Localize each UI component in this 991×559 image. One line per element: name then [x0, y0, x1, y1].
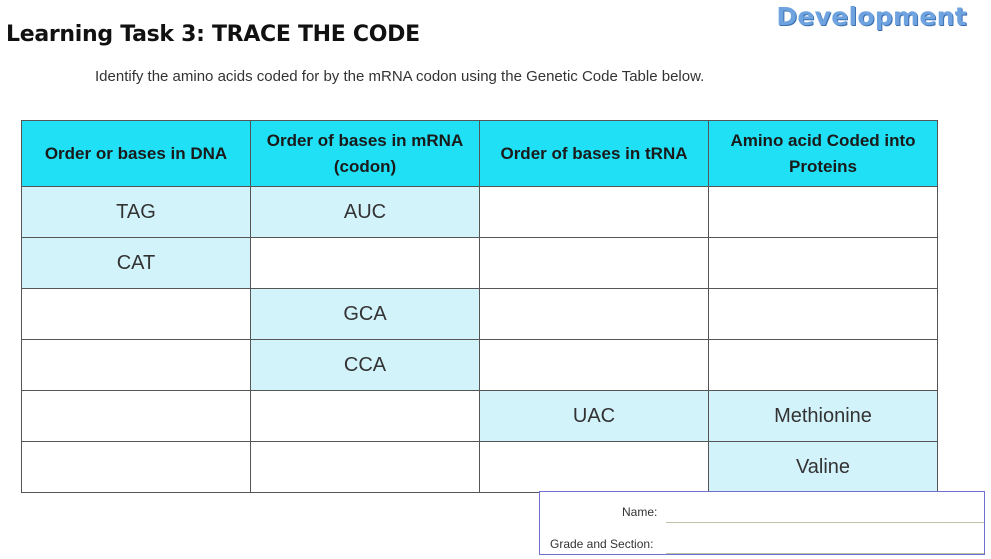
table-row — [22, 391, 938, 442]
table-row — [22, 187, 938, 238]
brand-logo-text: Development — [776, 2, 967, 31]
cell-dna[interactable] — [22, 289, 251, 340]
cell-dna[interactable] — [22, 340, 251, 391]
cell-amino-acid[interactable] — [709, 340, 938, 391]
header-amino-acid: Amino acid Coded into Proteins — [709, 121, 938, 187]
cell-trna[interactable] — [480, 340, 709, 391]
cell-amino-acid[interactable] — [709, 238, 938, 289]
page-title: Learning Task 3: TRACE THE CODE — [6, 22, 420, 47]
cell-amino-acid: Valine — [709, 442, 938, 493]
grade-section-input-line[interactable] — [666, 553, 984, 554]
student-info-box — [539, 491, 985, 555]
cell-amino-acid[interactable] — [709, 289, 938, 340]
cell-trna[interactable] — [480, 442, 709, 493]
cell-trna[interactable] — [480, 238, 709, 289]
cell-mrna[interactable] — [251, 238, 480, 289]
grade-section-label: Grade and Section: — [550, 537, 654, 551]
table-row — [22, 289, 938, 340]
cell-dna: TAG — [22, 187, 251, 238]
cell-trna: UAC — [480, 391, 709, 442]
instructions-text: Identify the amino acids coded for by the mRNA codon using the Genetic Code Table below. — [95, 68, 705, 85]
cell-amino-acid[interactable] — [709, 187, 938, 238]
name-label: Name: — [622, 505, 658, 519]
cell-trna[interactable] — [480, 289, 709, 340]
table-row — [22, 442, 938, 493]
cell-dna[interactable] — [22, 391, 251, 442]
header-mrna: Order of bases in mRNA (codon) — [251, 121, 480, 187]
table-row — [22, 340, 938, 391]
cell-mrna: CCA — [251, 340, 480, 391]
table-row — [22, 238, 938, 289]
cell-dna: CAT — [22, 238, 251, 289]
cell-amino-acid: Methionine — [709, 391, 938, 442]
cell-mrna: AUC — [251, 187, 480, 238]
cell-mrna: GCA — [251, 289, 480, 340]
header-trna: Order of bases in tRNA — [480, 121, 709, 187]
cell-mrna[interactable] — [251, 442, 480, 493]
table-header-row — [22, 121, 938, 187]
cell-dna[interactable] — [22, 442, 251, 493]
name-input-line[interactable] — [666, 522, 984, 523]
genetic-code-table — [21, 120, 938, 493]
header-dna: Order or bases in DNA — [22, 121, 251, 187]
cell-mrna[interactable] — [251, 391, 480, 442]
cell-trna[interactable] — [480, 187, 709, 238]
